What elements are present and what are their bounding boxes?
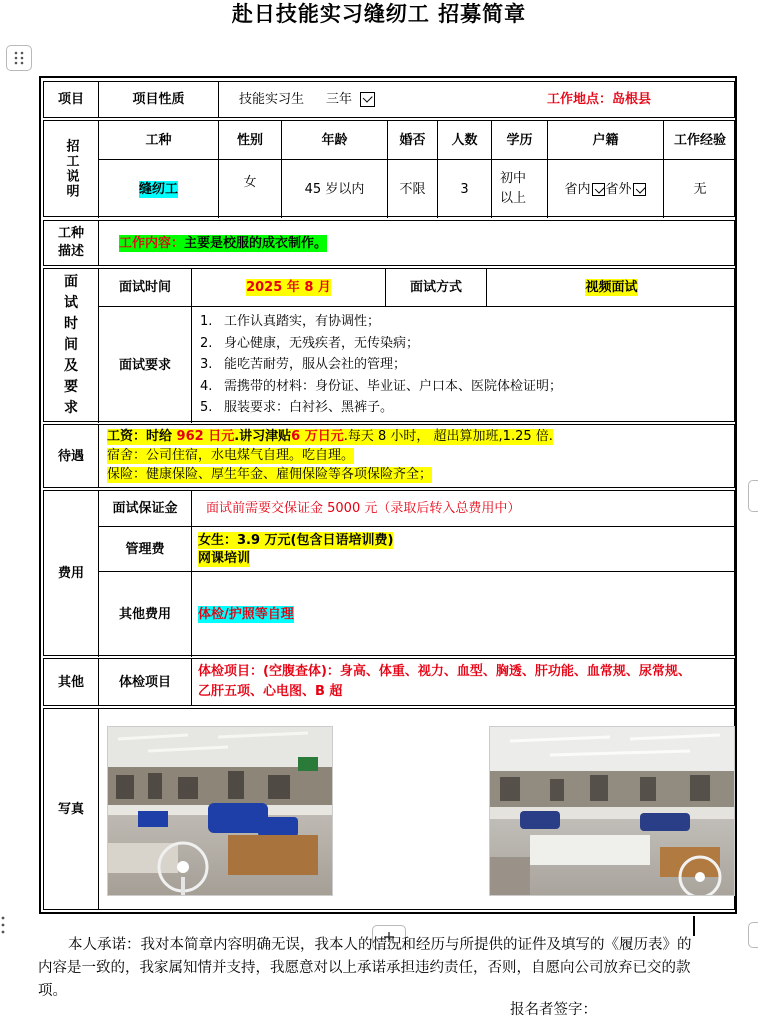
exam-label: 体检项目 bbox=[98, 659, 191, 705]
job-desc-text: 主要是校服的成衣制作。 bbox=[184, 235, 328, 251]
project-label: 项目 bbox=[57, 92, 84, 107]
requirement-item bbox=[200, 333, 562, 355]
header-count: 人数 bbox=[437, 121, 491, 159]
check-icon[interactable] bbox=[360, 92, 375, 107]
exam-line1: 体检项目：(空腹查体)：身高、体重、视力、血型、胸透、肝功能、血常规、尿常规、 bbox=[198, 664, 691, 679]
factory-photo-right[interactable] bbox=[489, 726, 735, 896]
page-title: 赴日技能实习缝纫工 招募简章 bbox=[231, 2, 527, 26]
factory-photo-left-image bbox=[108, 727, 332, 895]
work-location: 工作地点：岛根县 bbox=[547, 92, 652, 107]
wage-f: 超出算加班,1.25 倍. bbox=[429, 429, 553, 444]
requirement-number: 3. bbox=[200, 357, 213, 373]
factory-photo-right-image bbox=[490, 727, 734, 895]
other-fee-text: 体检/护照等自理 bbox=[198, 607, 294, 622]
photos-row bbox=[43, 708, 735, 910]
wage-e: .每天 8 小时， bbox=[343, 429, 430, 444]
years-value: 三年 bbox=[326, 92, 353, 107]
fees-label: 费用 bbox=[57, 565, 84, 581]
requirement-text: 服装要求：白衬衫、黑裤子。 bbox=[224, 400, 394, 416]
header-experience: 工作经验 bbox=[663, 121, 736, 159]
drag-handle-button[interactable] bbox=[6, 45, 32, 71]
interview-time-text: 2025 年 8 月 bbox=[246, 280, 331, 295]
requirement-item bbox=[200, 311, 562, 333]
education-text: 初中以上 bbox=[500, 171, 527, 206]
huji-in: 省内 bbox=[564, 181, 591, 197]
job-desc-label bbox=[44, 221, 98, 265]
wage-a: 工资：时给 bbox=[107, 429, 177, 444]
exam-value bbox=[191, 659, 736, 705]
right-edge-handle-top[interactable] bbox=[748, 480, 758, 512]
job-desc-prefix: 工作内容： bbox=[119, 235, 185, 251]
value-age: 45 岁以内 bbox=[281, 159, 387, 218]
job-desc-highlight bbox=[119, 235, 327, 252]
job-desc-value bbox=[98, 221, 736, 265]
interview-time-value bbox=[191, 269, 385, 306]
other-row bbox=[43, 658, 735, 706]
job-desc-row bbox=[43, 220, 735, 266]
recruit-side-label: 招工说明 bbox=[63, 138, 79, 199]
requirement-number: 5. bbox=[200, 400, 213, 416]
huji-out: 省外 bbox=[605, 181, 632, 197]
interview-side-label bbox=[44, 269, 98, 421]
value-gender: 女 bbox=[218, 159, 281, 218]
pledge-text: 本人承诺：我对本简章内容明确无误，我本人的情况和经历与所提供的证件及填写的《履历表》的内容是一致的，我家属知情并支持，我愿意对以上承诺承担违约责任，否则，自愿向公司放弃已交的款项。 bbox=[38, 937, 692, 999]
interview-method-label: 面试方式 bbox=[385, 269, 486, 306]
treatment-label: 待遇 bbox=[57, 448, 84, 464]
check-icon[interactable] bbox=[633, 183, 646, 196]
photos-cell bbox=[98, 709, 736, 909]
value-huji bbox=[547, 159, 663, 218]
value-experience: 无 bbox=[663, 159, 736, 218]
photos-label: 写真 bbox=[57, 801, 84, 817]
factory-photo-left[interactable] bbox=[107, 726, 333, 896]
requirement-text: 能吃苦耐劳，服从会社的管理； bbox=[224, 357, 407, 373]
requirement-item bbox=[200, 397, 562, 419]
project-nature-label: 项目性质 bbox=[98, 82, 218, 117]
recruitment-table bbox=[39, 76, 737, 914]
requirement-number: 2. bbox=[200, 335, 213, 351]
requirement-text: 工作认真踏实，有协调性； bbox=[224, 314, 381, 330]
wage-c: .讲习津贴 bbox=[234, 429, 292, 444]
right-edge-handle-bottom[interactable] bbox=[748, 922, 758, 948]
fees-section bbox=[43, 490, 735, 656]
mgmt-line1: 女生：3.9 万元(包含日语培训费) bbox=[198, 532, 394, 548]
interview-method-value bbox=[486, 269, 736, 306]
value-job bbox=[98, 159, 218, 218]
job-desc-label-text: 工种描述 bbox=[57, 226, 84, 259]
header-age: 年龄 bbox=[281, 121, 387, 159]
treatment-value bbox=[98, 425, 736, 487]
interview-req-list bbox=[191, 306, 736, 423]
interview-method-text: 视频面试 bbox=[585, 280, 638, 295]
wage-d: 6 万日元 bbox=[291, 429, 344, 444]
mgmt-label: 管理费 bbox=[98, 526, 191, 571]
text-cursor bbox=[693, 916, 695, 936]
requirement-item bbox=[200, 354, 562, 376]
mgmt-value bbox=[191, 526, 736, 571]
requirement-item bbox=[200, 376, 562, 398]
interview-side-text: 面试时间及要求 bbox=[64, 273, 78, 416]
interview-section bbox=[43, 268, 735, 422]
requirement-number: 1. bbox=[200, 314, 213, 330]
project-nature-value bbox=[218, 82, 736, 117]
signature-label: 报名者签字： bbox=[510, 1002, 597, 1018]
deposit-label: 面试保证金 bbox=[98, 491, 191, 526]
requirements-list bbox=[200, 311, 562, 419]
other-fee-label: 其他费用 bbox=[98, 571, 191, 657]
value-count: 3 bbox=[437, 159, 491, 218]
nature-value: 技能实习生 bbox=[239, 92, 305, 107]
header-job: 工种 bbox=[98, 121, 218, 159]
interview-req-label: 面试要求 bbox=[98, 306, 191, 423]
check-icon[interactable] bbox=[592, 183, 605, 196]
drag-handle-icon bbox=[14, 51, 24, 65]
other-fee-value bbox=[191, 571, 736, 657]
header-gender: 性别 bbox=[218, 121, 281, 159]
header-huji: 户籍 bbox=[547, 121, 663, 159]
requirement-number: 4. bbox=[200, 378, 213, 394]
housing-line: 宿舍：公司住宿，水电煤气自理。吃自理。 bbox=[107, 448, 355, 463]
more-icon[interactable] bbox=[0, 914, 6, 936]
header-married: 婚否 bbox=[387, 121, 437, 159]
header-education: 学历 bbox=[491, 121, 547, 159]
recruit-section bbox=[43, 120, 735, 217]
requirement-text: 身心健康，无残疾者，无传染病； bbox=[224, 335, 420, 351]
exam-line2: 乙肝五项、心电图、B 超 bbox=[198, 684, 343, 699]
mgmt-line2: 网课培训 bbox=[198, 550, 251, 566]
treatment-row bbox=[43, 424, 735, 488]
value-education bbox=[491, 159, 547, 218]
project-row bbox=[43, 81, 735, 118]
wage-line bbox=[107, 429, 553, 445]
interview-time-label: 面试时间 bbox=[98, 269, 191, 306]
value-married: 不限 bbox=[387, 159, 437, 218]
job-name: 缝纫工 bbox=[138, 181, 178, 197]
wage-b: 962 日元 bbox=[176, 429, 235, 444]
requirement-text: 需携带的材料：身份证、毕业证、户口本、医院体检证明； bbox=[224, 378, 563, 394]
insurance-line: 保险：健康保险、厚生年金、雇佣保险等各项保险齐全； bbox=[107, 467, 433, 482]
other-label: 其他 bbox=[57, 674, 84, 690]
deposit-value: 面试前需要交保证金 5000 元（录取后转入总费用中） bbox=[191, 491, 736, 526]
